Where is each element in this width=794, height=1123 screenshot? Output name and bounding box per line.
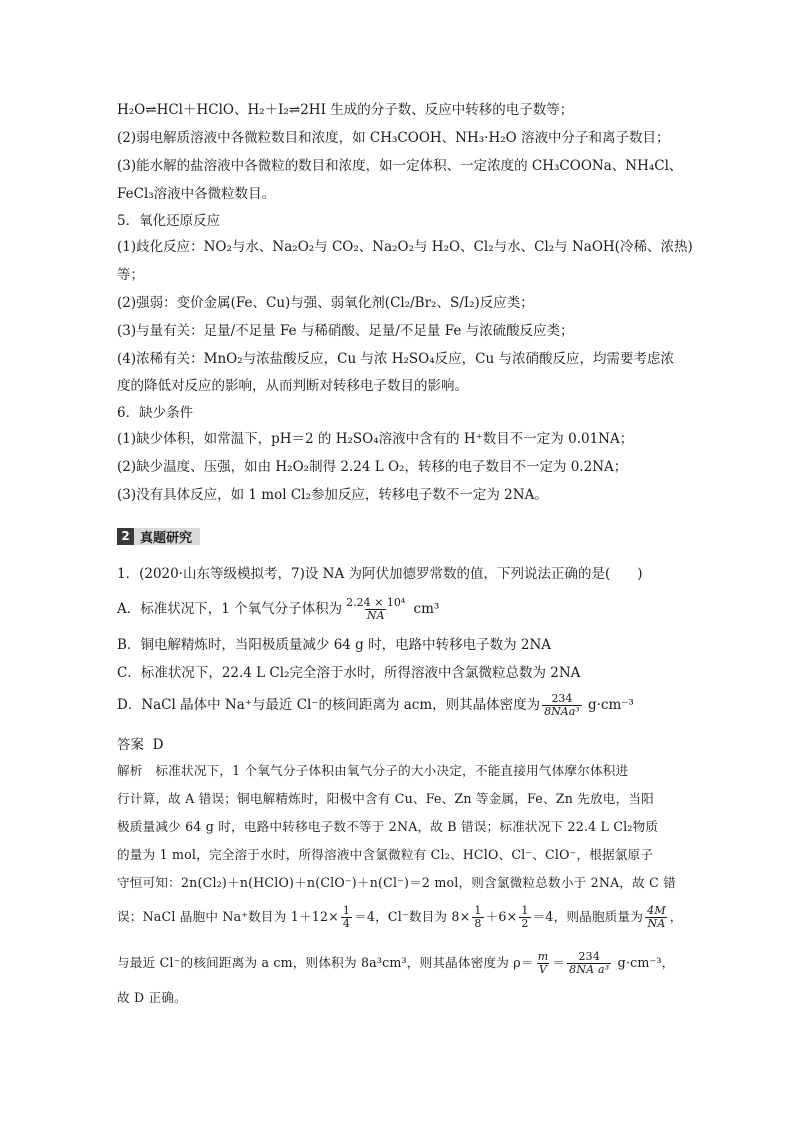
section-header xyxy=(117,526,200,546)
option-d-text: D．NaCl 晶体中 Na⁺与最近 Cl⁻的核间距离为 acm，则其晶体密度为 xyxy=(117,697,541,713)
fraction xyxy=(536,951,551,976)
fraction-denominator: V xyxy=(538,963,548,976)
analysis-line: 守恒可知：2n(Cl₂)＋n(HClO)＋n(ClO⁻)＋n(Cl⁻)＝2 mol，则含氯微粒总数小于 2NA，故 C 错 xyxy=(117,875,676,890)
option-b: B．铜电解精炼时，当阳极质量减少 64 g 时，电路中转移电子数为 2NA xyxy=(117,637,552,653)
fraction xyxy=(341,905,352,930)
analysis-line: 极质量减少 64 g 时，电路中转移电子数不等于 2NA，故 B 错误；标准状况下 22.4 L Cl₂物质 xyxy=(117,819,659,834)
fraction-denominator: 2 xyxy=(521,917,529,930)
question-stem: 1．(2020·山东等级模拟考，7)设 NA 为阿伏加德罗常数的值，下列说法正确的是( ) xyxy=(117,566,643,582)
option-d xyxy=(117,693,697,718)
answer-value: D xyxy=(152,737,164,753)
fraction-numerator: m xyxy=(537,950,549,963)
text-line: 等； xyxy=(117,267,144,283)
fraction-numerator: 1 xyxy=(521,904,529,917)
analysis-line xyxy=(117,905,697,930)
section-title: 真题研究 xyxy=(134,528,200,545)
analysis-text: ＋6× xyxy=(485,909,518,924)
analysis-text: g·cm⁻³， xyxy=(617,955,675,970)
fraction-numerator: 234 xyxy=(551,692,573,705)
analysis-text: ＝4，则晶胞质量为 xyxy=(532,909,644,924)
option-d-fraction xyxy=(542,693,582,718)
fraction-numerator: 2.24 × 10⁴ xyxy=(346,596,406,609)
section-heading-5: 5．氧化还原反应 xyxy=(117,213,221,229)
option-a-text: A．标准状况下，1 个氧气分子体积为 xyxy=(117,601,343,617)
fraction xyxy=(645,905,668,930)
fraction-numerator: 1 xyxy=(342,904,351,917)
text-line: (2)缺少温度、压强，如由 H₂O₂制得 2.24 L O₂，转移的电子数目不一定为 0.2NA； xyxy=(117,459,628,475)
text-line: 度的降低对反应的影响，从而判断对转移电子数目的影响。 xyxy=(117,378,468,394)
analysis-line: 故 D 正确。 xyxy=(117,990,187,1005)
option-a xyxy=(117,597,697,622)
fraction-denominator: 8NAa³ xyxy=(544,705,580,718)
analysis-line xyxy=(117,951,697,976)
fraction xyxy=(472,905,483,930)
text-line: (1)歧化反应：NO₂与水、Na₂O₂与 CO₂、Na₂O₂与 H₂O、Cl₂与水、Cl₂与 NaOH(冷稀、浓热) xyxy=(117,239,693,255)
fraction-numerator: 4M xyxy=(647,904,666,917)
text-line: (3)与量有关：足量/不足量 Fe 与稀硝酸、足量/不足量 Fe 与浓硫酸反应类； xyxy=(117,323,574,339)
text-line: (1)缺少体积，如常温下，pH＝2 的 H₂SO₄溶液中含有的 H⁺数目不一定为 0.01NA； xyxy=(117,431,634,447)
fraction-denominator: NA xyxy=(366,609,385,622)
analysis-text: ＝ xyxy=(552,955,566,970)
fraction-denominator: 8 xyxy=(474,917,482,930)
text-line: (3)能水解的盐溶液中各微粒的数目和浓度，如一定体积、一定浓度的 CH₃COONa、NH₄Cl、 xyxy=(117,158,683,174)
fraction-denominator: NA xyxy=(647,917,666,930)
fraction-numerator: 1 xyxy=(474,904,482,917)
analysis-text: 误；NaCl 晶胞中 Na⁺数目为 1＋12× xyxy=(117,909,339,924)
fraction xyxy=(567,951,611,976)
answer-label: 答案 xyxy=(117,737,144,753)
text-line: (2)强弱：变价金属(Fe、Cu)与强、弱氧化剂(Cl₂/Br₂、S/I₂)反应类； xyxy=(117,295,534,311)
fraction xyxy=(519,905,530,930)
analysis-line: 的量为 1 mol，完全溶于水时，所得溶液中含氯微粒有 Cl₂、HClO、Cl⁻、ClO⁻，根据氯原子 xyxy=(117,847,654,862)
fraction-denominator: 4 xyxy=(342,917,351,930)
text-line: FeCl₃溶液中各微粒数目。 xyxy=(117,186,276,202)
fraction-denominator: 8NA a³ xyxy=(569,963,610,976)
text-line: (4)浓稀有关：MnO₂与浓盐酸反应，Cu 与浓 H₂SO₄反应，Cu 与浓硝酸反应，均需要考虑浓 xyxy=(117,351,674,367)
section-heading-6: 6．缺少条件 xyxy=(117,405,194,421)
analysis-text: ＝4，Cl⁻数目为 8× xyxy=(354,909,471,924)
analysis-text: 与最近 Cl⁻的核间距离为 a cm，则体积为 8a³cm³，则其晶体密度为 ρ＝ xyxy=(117,955,534,970)
text-line: (3)没有具体反应，如 1 mol Cl₂参加反应，转移电子数不一定为 2NA。 xyxy=(117,487,548,503)
section-number-badge: 2 xyxy=(117,528,134,545)
option-a-unit: cm³ xyxy=(413,601,440,617)
option-c: C．标准状况下，22.4 L Cl₂完全溶于水时，所得溶液中含氯微粒总数为 2NA xyxy=(117,665,581,681)
analysis-line: 行计算，故 A 错误；铜电解精炼时，阳极中含有 Cu、Fe、Zn 等金属，Fe、Zn 先放电，当阳 xyxy=(117,791,654,806)
fraction-numerator: 234 xyxy=(578,950,601,963)
text-line: (2)弱电解质溶液中各微粒数目和浓度，如 CH₃COOH、NH₃·H₂O 溶液中分子和离子数目； xyxy=(117,130,670,146)
option-a-fraction xyxy=(344,597,407,622)
analysis-line: 解析 标准状况下，1 个氧气分子体积由氧气分子的大小决定，不能直接用气体摩尔体积进 xyxy=(117,763,629,778)
text-line: H₂O⇌HCl＋HClO、H₂＋I₂⇌2HI 生成的分子数、反应中转移的电子数等； xyxy=(117,102,574,118)
option-d-unit: g·cm⁻³ xyxy=(588,697,634,713)
answer-line xyxy=(117,736,697,754)
analysis-text: ， xyxy=(669,909,683,924)
